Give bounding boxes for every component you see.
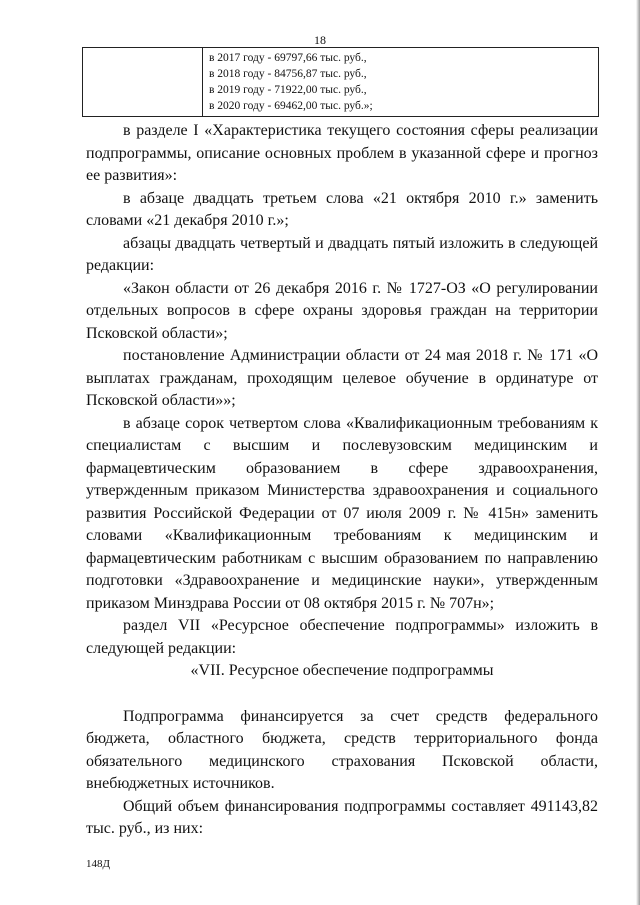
financing-table (82, 47, 599, 117)
paragraph-financing-total: Общий объем финансирования подпрограммы составляет 491143,82 тыс. руб., из них: (86, 797, 598, 837)
paragraph-law-quote: «Закон области от 26 декабря 2016 г. № 1727-ОЗ «О регулировании отдельных вопросов в сфере охраны здоровья граждан на территории Псковской области»; (86, 279, 598, 342)
footer-code: 148Д (86, 858, 111, 870)
table-row: в 2020 году - 69462,00 тыс. руб.»; (209, 100, 373, 112)
page-number: 18 (314, 33, 326, 47)
paragraph-abzac-44: в абзаце сорок четвертом слова «Квалификационным требованиям к специалистам с высшим и послевузовским медицинским и фармацевтическим образованием в сфере здравоохранения, утвержденным приказом Министерства здравоохранения и социального развития Российской Федерации от 07 июля 2009 г. № 415н» заменить словами «Квалификационным требованиям к медицинским и фармацевтическим работникам с высшим образованием по направлению подготовки «Здравоохранение и медицинские науки», утвержденным приказом Минздрава России от 08 октября 2015 г. № 707н»; (86, 414, 598, 612)
section-heading: «VII. Ресурсное обеспечение подпрограммы (190, 662, 494, 679)
page-edge-shadow (636, 0, 640, 905)
table-row: в 2018 году - 84756,87 тыс. руб., (209, 68, 367, 80)
paragraph-abzac-23: в абзаце двадцать третьем слова «21 октября 2010 г.» заменить словами «21 декабря 2010 г.»; (86, 189, 598, 229)
financing-table-rows (209, 50, 373, 114)
paragraph-section-seven: раздел VII «Ресурсное обеспечение подпрограммы» изложить в следующей редакции: (86, 617, 598, 657)
paragraph-abzac-24-25: абзацы двадцать четвертый и двадцать пятый изложить в следующей редакции: (86, 234, 598, 274)
table-column-divider (202, 48, 203, 116)
document-body (86, 120, 598, 841)
table-row: в 2017 году - 69797,66 тыс. руб., (209, 52, 367, 64)
paragraph-financing-sources: Подпрограмма финансируется за счет средств федерального бюджета, областного бюджета, средств территориального фонда обязательного медицинского страхования Псковской области, внебюджетных источников. (86, 707, 598, 792)
table-row: в 2019 году - 71922,00 тыс. руб., (209, 84, 367, 96)
paragraph-section-one: в разделе I «Характеристика текущего состояния сферы реализации подпрограммы, описание основных проблем в указанной сфере и прогноз ее развития»: (86, 122, 598, 184)
paragraph-decree-quote: постановление Администрации области от 24 мая 2018 г. № 171 «О выплатах гражданам, проходящим целевое обучение в ординатуре от Псковской области»»; (86, 347, 598, 409)
heading-spacer (86, 683, 598, 706)
